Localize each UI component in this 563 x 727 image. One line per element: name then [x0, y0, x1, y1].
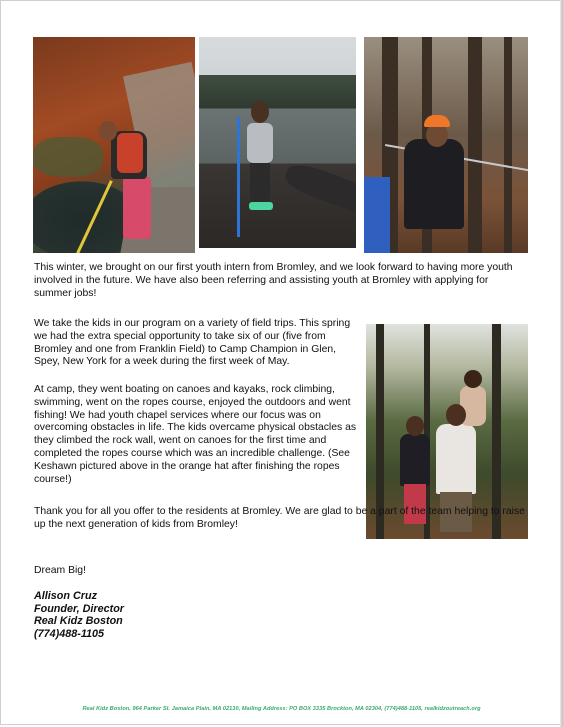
signature-org: Real Kidz Boston [34, 615, 123, 628]
camp-paragraph: At camp, they went boating on canoes and kayaks, rock climbing, swimming, went on the ropes course, enjoyed the outdoors and went fishing! We had youth chapel services where our focus was on overcoming obstacles in life. The kids overcame physical obstacles as they climbed the rock wall, went on canoes for the first time and completed the ropes course which was an incredible challenge. (See Keshawn pictured above in the orange hat after finishing the ropes course!) [34, 384, 357, 485]
signature-name: Allison Cruz [34, 590, 97, 602]
signature-title: Founder, Director [34, 602, 124, 615]
pond-photo [33, 37, 195, 253]
thank-you-paragraph: Thank you for all you offer to the residents at Bromley. We are glad to be a part of the team helping to raise up the next generation of kids from Bromley! [34, 506, 525, 530]
intern-paragraph: This winter, we brought on our first youth intern from Bromley, and we look forward to having more youth involved in the future. We have also been referring and assisting youth at Bromley with applying for summer jobs! [34, 262, 513, 299]
signature-phone: (774)488-1105 [34, 627, 105, 640]
signature-block [34, 590, 334, 640]
ropes-course-photo [364, 37, 528, 253]
footer-address: Real Kidz Boston, 964 Parker St. Jamaica Plain, MA 02130, Mailing Address: PO BOX 3335 Brockton, MA 02304, (774)488-1105, realkidzoutreach.org [82, 706, 481, 712]
field-trips-paragraph: We take the kids in our program on a variety of field trips. This spring we had the extra special opportunity to take six of our (five from Bromley and one from Franklin Field) to Camp Champion in Glen, Spey, New York for a week during the first week of May. [34, 318, 351, 368]
lake-dock-photo [199, 37, 356, 248]
closing-line: Dream Big! [34, 565, 86, 576]
